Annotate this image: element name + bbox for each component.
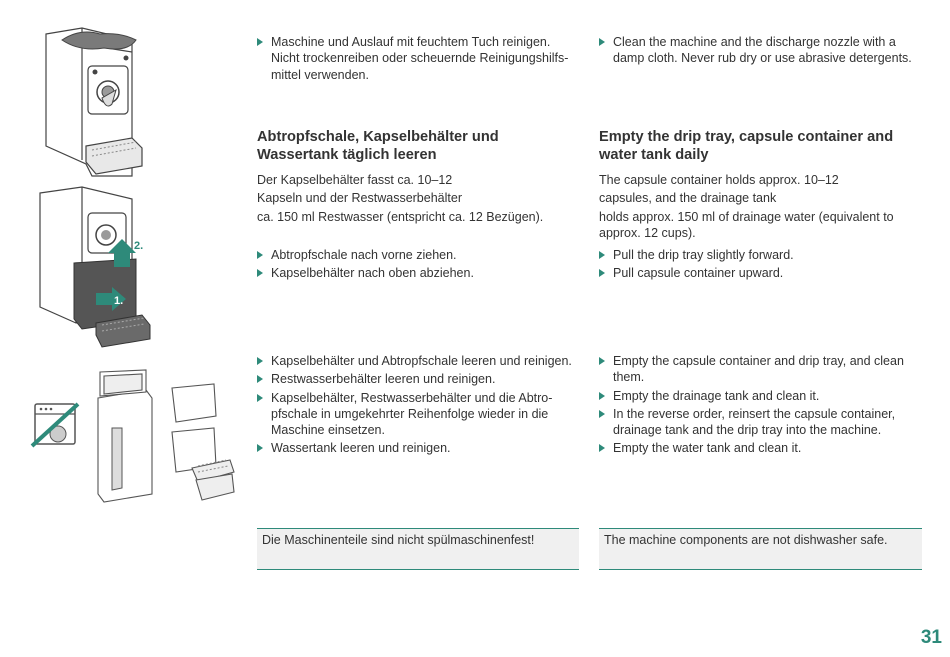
section3-de-bullet-3: Kapselbehälter, Restwasserbehälter und die Abtro-pfschale in umgekehrter Reihenfolge wieder in die Maschine einsetzen. (257, 390, 579, 439)
section3-en-bullet-1: Empty the capsule container and drip tray, and clean them. (599, 353, 921, 386)
section1-en-bullet-1: Clean the machine and the discharge nozzle with a damp cloth. Never rub dry or use abrasive detergents. (599, 34, 921, 67)
section3-en-bullet-2: Empty the drainage tank and clean it. (599, 388, 921, 404)
machine-cleaning-illustration (40, 26, 150, 181)
step-2-label: 2. (134, 240, 144, 252)
section3-de-bullet-4: Wassertank leeren und reinigen. (257, 440, 579, 456)
section1-de-bullet-1: Maschine und Auslauf mit feuchtem Tuch reinigen. Nicht trockenreiben oder scheuernde Reinigungshilfs-mittel verwenden. (257, 34, 579, 83)
section2-de-body: Der Kapselbehälter fasst ca. 10–12 Kapseln und der Restwasserbehälter ca. 150 ml Restwasser (entspricht ca. 12 Bezügen). (257, 173, 544, 224)
note-box-de (257, 528, 579, 570)
machine-parts-illustration (92, 368, 242, 508)
section2-en (599, 128, 921, 284)
drip-tray-removal-illustration (36, 183, 156, 353)
section2-en-body: The capsule container holds approx. 10–12 capsules, and the drainage tank holds approx. 150 ml of drainage water (equivalent to approx. 12 cups). (599, 173, 894, 240)
section2-de-bullet-1: Abtropfschale nach vorne ziehen. (257, 247, 579, 263)
section2-en-bullet-1: Pull the drip tray slightly forward. (599, 247, 921, 263)
page-number: 31 (920, 627, 942, 648)
section3-de (257, 353, 579, 459)
note-box-en (599, 528, 922, 570)
section2-en-bullet-2: Pull capsule container upward. (599, 265, 921, 281)
section3-en-bullet-4: Empty the water tank and clean it. (599, 440, 921, 456)
section2-de (257, 128, 579, 283)
section3-de-bullet-2: Restwasserbehälter leeren und reinigen. (257, 371, 579, 387)
step-1-label: 1. (114, 295, 124, 307)
note-text-en: The machine components are not dishwasher safe. (604, 533, 888, 547)
note-text-de: Die Maschinenteile sind nicht spülmaschinenfest! (262, 533, 535, 547)
section1-de (257, 34, 579, 85)
section3-en (599, 353, 921, 459)
section2-de-bullet-2: Kapselbehälter nach oben abziehen. (257, 265, 579, 281)
no-dishwasher-icon (30, 400, 80, 450)
section2-de-heading: Abtropfschale, Kapselbehälter und Wassertank täglich leeren (257, 129, 499, 163)
section3-de-bullet-1: Kapselbehälter und Abtropfschale leeren und reinigen. (257, 353, 579, 369)
section2-en-heading: Empty the drip tray, capsule container and water tank daily (599, 129, 894, 163)
section1-en (599, 34, 921, 69)
section3-en-bullet-3: In the reverse order, reinsert the capsule container, drainage tank and the drip tray into the machine. (599, 406, 921, 439)
